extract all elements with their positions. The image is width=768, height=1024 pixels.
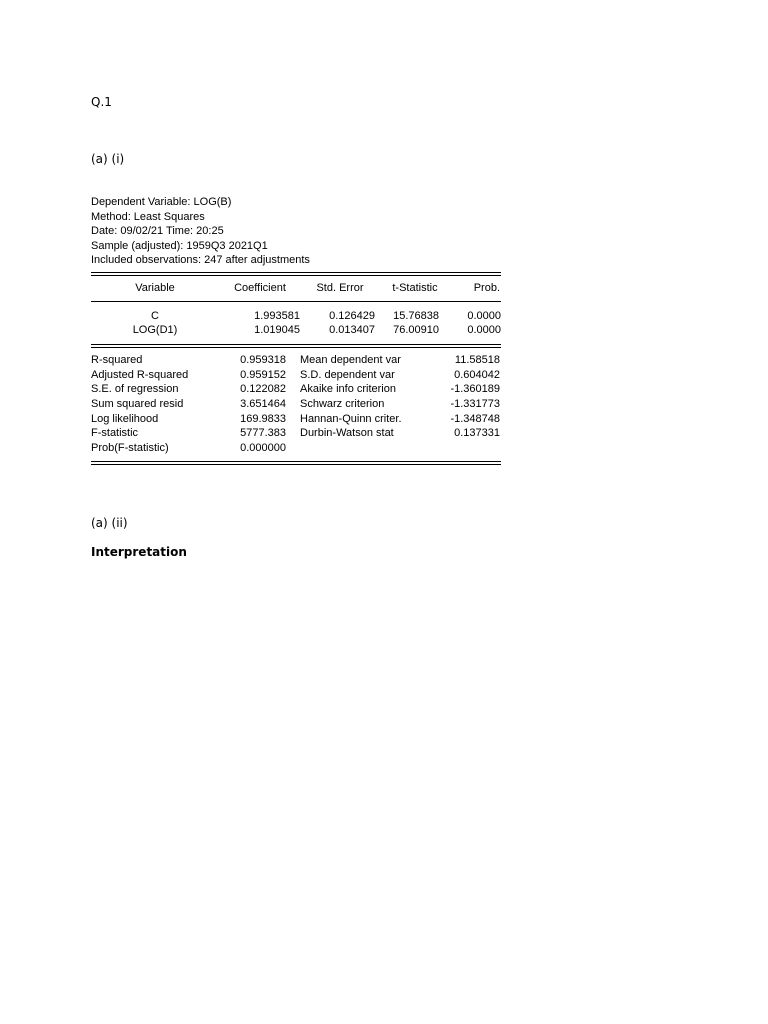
col-header-t-statistic: t-Statistic [392,282,438,294]
interpretation-heading: Interpretation [91,545,187,559]
row-logd1-prob: 0.0000 [467,324,501,336]
stat-schwarz-value: -1.331773 [450,398,500,410]
sample-line: Sample (adjusted): 1959Q3 2021Q1 [91,239,268,252]
stat-se-regression-value: 0.122082 [240,383,286,395]
stat-f-statistic-label: F-statistic [91,427,139,439]
row-c-prob: 0.0000 [467,310,501,322]
stat-se-regression-label: S.E. of regression [91,383,179,395]
regression-header [91,195,310,268]
stat-ssr-label: Sum squared resid [91,398,184,410]
stat-hannan-quinn-label: Hannan-Quinn criter. [300,413,402,425]
row-logd1-std-error: 0.013407 [329,324,375,336]
observations-line: Included observations: 247 after adjustments [91,254,310,266]
part-a-ii-heading: (a) (ii) [91,516,128,530]
stat-ssr-value: 3.651464 [240,398,286,410]
row-c-variable: C [151,310,159,322]
row-logd1-coefficient: 1.019045 [254,324,300,336]
stat-mean-dep-value: 11.58518 [454,354,500,366]
col-header-prob: Prob. [473,282,500,294]
stat-adj-r-squared-value: 0.959152 [240,369,286,381]
stats-top-rule [91,344,501,345]
stat-sd-dep-value: 0.604042 [454,369,500,381]
stat-f-statistic-value: 5777.383 [240,427,286,439]
stats-top-rule-2 [91,347,501,348]
table-top-rule [91,272,501,273]
stat-prob-f-label: Prob(F-statistic) [91,442,169,454]
stat-durbin-watson-value: 0.137331 [454,427,500,439]
row-c-std-error: 0.126429 [329,310,375,322]
col-header-coefficient: Coefficient [234,282,286,294]
stat-akaike-value: -1.360189 [450,383,500,395]
row-logd1-variable: LOG(D1) [132,324,178,336]
stat-sd-dep-label: S.D. dependent var [300,369,395,381]
table-bottom-rule [91,461,501,462]
stat-schwarz-label: Schwarz criterion [300,398,385,410]
stat-durbin-watson-label: Durbin-Watson stat [300,427,394,439]
header-rule [91,301,501,302]
stat-akaike-label: Akaike info criterion [300,383,396,395]
col-header-variable: Variable [135,282,175,294]
method-line: Method: Least Squares [91,210,205,223]
date-time-line: Date: 09/02/21 Time: 20:25 [91,225,224,237]
row-c-t-statistic: 15.76838 [393,310,439,322]
stat-log-likelihood-label: Log likelihood [91,413,159,425]
table-bottom-rule-2 [91,464,501,465]
col-header-std-error: Std. Error [316,282,364,294]
row-logd1-t-statistic: 76.00910 [393,324,439,336]
stat-r-squared-label: R-squared [91,354,143,366]
stat-prob-f-value: 0.000000 [240,442,286,454]
row-c-coefficient: 1.993581 [254,310,300,322]
stat-hannan-quinn-value: -1.348748 [450,413,500,425]
stat-mean-dep-label: Mean dependent var [300,354,401,366]
part-a-i-heading: (a) (i) [91,152,125,166]
stat-log-likelihood-value: 169.9833 [240,413,286,425]
stat-adj-r-squared-label: Adjusted R-squared [91,369,189,381]
question-title: Q.1 [91,95,112,109]
stat-r-squared-value: 0.959318 [240,354,286,366]
table-top-rule-2 [91,275,501,276]
dependent-variable-line: Dependent Variable: LOG(B) [91,196,232,208]
